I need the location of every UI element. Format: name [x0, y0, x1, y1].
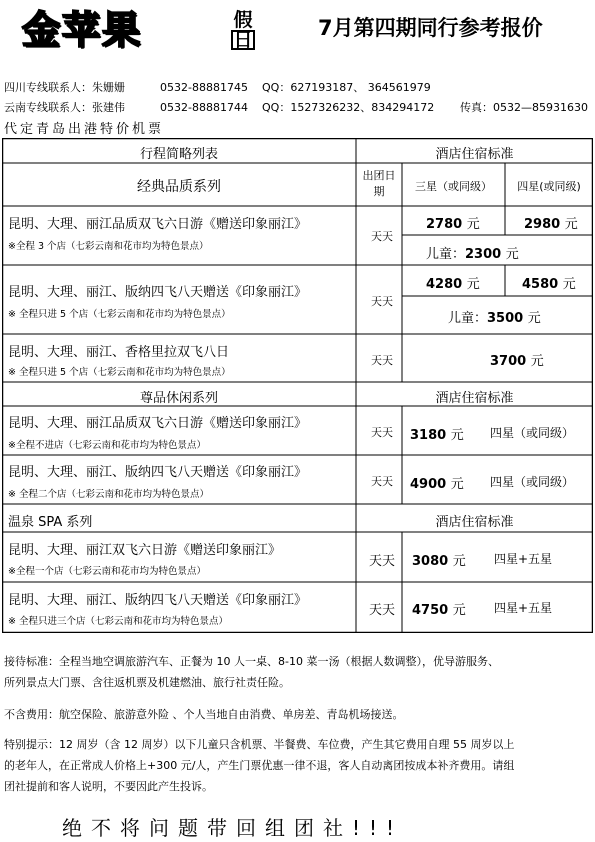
child-price-1	[426, 243, 519, 262]
price-unit: 元	[564, 217, 578, 232]
reception-line-2: 所列景点大门票、含往返机票及机建燃油、旅行社责任险。	[4, 676, 290, 689]
contact-sichuan-label: 四川专线联系人：朱姗姗	[4, 81, 125, 94]
notice-line-3: 团社提前和客人说明，不要因此产生投诉。	[4, 780, 213, 793]
price-7	[412, 599, 466, 618]
tour-name-5: 昆明、大理、丽江、版纳四飞八天赠送《印象丽江》	[8, 465, 308, 480]
tour-note-2: ※ 全程只进 5 个店（七彩云南和花市均为特色景点）	[8, 309, 231, 320]
price-3star-2	[426, 273, 480, 292]
departure-1: 天天	[371, 230, 393, 243]
price-unit: 元	[450, 428, 464, 443]
hotel-standard-4: 四星（或同级）	[490, 426, 575, 440]
header-4star: 四星(或同级)	[517, 180, 581, 193]
child-label: 儿童：	[448, 311, 488, 326]
price-unit: 元	[452, 554, 466, 569]
tour-note-6: ※全程一个店（七彩云南和花市均为特色景点）	[8, 566, 206, 577]
price-5-value: 4900	[410, 477, 447, 492]
route-title: 代定青岛出港特价机票	[4, 122, 165, 137]
price-unit: 元	[505, 247, 519, 262]
section-classic: 经典品质系列	[137, 179, 221, 195]
departure-7: 天天	[368, 603, 395, 618]
price-4star-1	[524, 213, 578, 232]
departure-5: 天天	[371, 475, 393, 488]
tour-note-1: ※全程 3 个店（七彩云南和花市均为特色景点）	[8, 241, 209, 252]
price-unit: 元	[450, 477, 464, 492]
tour-name-6: 昆明、大理、丽江双飞六日游《赠送印象丽江》	[8, 543, 282, 558]
price-4star-1-value: 2980	[524, 217, 561, 232]
child-price-2	[448, 307, 541, 326]
departure-6: 天天	[368, 554, 395, 569]
notice-line-1: 特别提示：12 周岁（含 12 周岁）以下儿童只含机票、半餐费、车位费，产生其它费用自理 55 周岁以上	[4, 738, 515, 751]
reception-line-1: 接待标准：全程当地空调旅游汽车、正餐为 10 人一桌、8-10 菜一汤（根据人数调整），优导游服务、	[4, 655, 499, 668]
section-premium: 尊品休闲系列	[139, 391, 218, 406]
logo-side-text	[224, 10, 262, 50]
header-3star: 三星（或同级）	[415, 180, 492, 193]
header-itinerary: 行程简略列表	[139, 147, 218, 162]
price-4-value: 3180	[410, 428, 447, 443]
tour-name-2: 昆明、大理、丽江、版纳四飞八天赠送《印象丽江》	[8, 285, 308, 300]
price-4star-2-value: 4580	[522, 277, 559, 292]
price-unit: 元	[466, 277, 480, 292]
price-3star-1-value: 2780	[426, 217, 463, 232]
hotel-standard-6: 四星+五星	[494, 552, 553, 566]
tour-note-4: ※全程不进店（七彩云南和花市均为特色景点）	[8, 440, 206, 451]
price-3-value: 3700	[490, 354, 527, 369]
child-label: 儿童：	[426, 247, 466, 262]
reception-standard	[4, 651, 590, 693]
price-unit: 元	[527, 311, 541, 326]
contact-yunnan-phone: 0532-88881744	[160, 101, 248, 114]
contact-yunnan-label: 云南专线联系人：张建伟	[4, 101, 125, 114]
price-4	[410, 424, 464, 443]
slogan: 绝不将问题带回组团社!!!	[62, 816, 404, 840]
page-title: 7月第四期同行参考报价	[318, 16, 543, 40]
contact-yunnan-qq: QQ：1527326232、834294172	[262, 101, 435, 114]
child-price-1-value: 2300	[465, 247, 502, 262]
section-spa: 温泉 SPA 系列	[8, 515, 93, 530]
logo-side-char-1: 假	[233, 9, 253, 31]
tour-note-3: ※ 全程只进 5 个店（七彩云南和花市均为特色景点）	[8, 367, 231, 378]
tour-name-3: 昆明、大理、丽江、香格里拉双飞八日	[8, 345, 230, 360]
departure-4: 天天	[371, 426, 393, 439]
header-hotel-2: 酒店住宿标准	[435, 391, 514, 406]
price-5	[410, 473, 464, 492]
price-3star-2-value: 4280	[426, 277, 463, 292]
price-6-value: 3080	[412, 554, 449, 569]
company-logo	[22, 8, 262, 52]
logo-side-char-2: 日	[231, 30, 255, 50]
departure-3: 天天	[371, 354, 393, 367]
child-price-2-value: 3500	[487, 311, 524, 326]
price-3star-1	[426, 213, 480, 232]
departure-2: 天天	[371, 295, 393, 308]
header-hotel-3: 酒店住宿标准	[435, 515, 514, 530]
hotel-standard-5: 四星（或同级）	[490, 475, 575, 489]
price-unit: 元	[452, 603, 466, 618]
contact-fax: 传真：0532—85931630	[460, 101, 588, 114]
price-7-value: 4750	[412, 603, 449, 618]
price-unit: 元	[530, 354, 544, 369]
special-notice	[4, 734, 590, 797]
tour-note-5: ※ 全程二个店（七彩云南和花市均为特色景点）	[8, 489, 209, 500]
excluded-costs: 不含费用：航空保险、旅游意外险 、个人当地自由消费、单房差、青岛机场接送。	[4, 708, 404, 721]
header-departure: 出团日期	[362, 169, 396, 198]
notice-line-2: 的老年人，在正常成人价格上+300 元/人，产生门票优惠一律不退，客人自动离团按成本补齐费用。请组	[4, 759, 515, 772]
price-3	[490, 350, 544, 369]
tour-note-7: ※ 全程只进三个店（七彩云南和花市均为特色景点）	[8, 616, 228, 627]
contact-sichuan-qq: QQ：627193187、 364561979	[262, 81, 431, 94]
logo-text: 金苹果	[22, 8, 143, 52]
price-table	[2, 138, 593, 633]
header-hotel: 酒店住宿标准	[435, 147, 514, 162]
price-unit: 元	[562, 277, 576, 292]
price-4star-2	[522, 273, 576, 292]
hotel-standard-7: 四星+五星	[494, 601, 553, 615]
tour-name-7: 昆明、大理、丽江、版纳四飞八天赠送《印象丽江》	[8, 593, 308, 608]
contact-sichuan-phone: 0532-88881745	[160, 81, 248, 94]
price-unit: 元	[466, 217, 480, 232]
tour-name-4: 昆明、大理、丽江品质双飞六日游《赠送印象丽江》	[8, 416, 308, 431]
price-6	[412, 550, 466, 569]
tour-name-1: 昆明、大理、丽江品质双飞六日游《赠送印象丽江》	[8, 217, 308, 232]
